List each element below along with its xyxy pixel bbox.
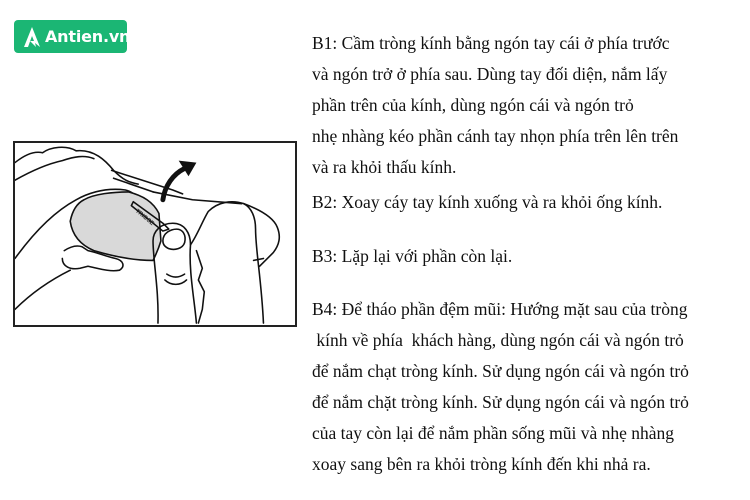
step-b1: [312, 28, 678, 183]
step-b4-line-2: kính về phía khách hàng, dùng ngón cái và ngón trỏ: [312, 330, 684, 350]
step-b2: [312, 187, 662, 218]
step-b3: [312, 241, 512, 272]
step-b1-line-3: phần trên của kính, dùng ngón cái và ngón trỏ: [312, 95, 634, 115]
step-b1-line-2: và ngón trở ở phía sau. Dùng tay đối diện, nắm lấy: [312, 64, 668, 84]
step-b4-line-3: để nắm chạt tròng kính. Sử dụng ngón cái và ngón trỏ: [312, 361, 689, 381]
step-b4-line-5: của tay còn lại để nắm phần sống mũi và nhẹ nhàng: [312, 423, 675, 443]
svg-text:TRIOSE: TRIOSE: [133, 208, 155, 228]
antien-logo[interactable]: [14, 20, 131, 53]
glasses-removal-illustration: [13, 141, 297, 327]
step-b1-line-1: B1: Cầm tròng kính bằng ngón tay cái ở phía trước: [312, 33, 670, 53]
step-b1-line-5: và ra khỏi thấu kính.: [312, 157, 457, 177]
step-b1-line-4: nhẹ nhàng kéo phần cánh tay nhọn phía trên lên trên: [312, 126, 679, 146]
step-b4-line-6: xoay sang bên ra khỏi tròng kính đến khi nhả ra.: [312, 454, 651, 474]
curved-arrow-up-right-icon: [163, 161, 197, 200]
lightning-a-icon: [23, 26, 41, 48]
step-b3-line-1: B3: Lặp lại với phần còn lại.: [312, 246, 513, 266]
step-b4: [312, 294, 689, 480]
step-b4-line-1: B4: Để tháo phần đệm mũi: Hướng mặt sau của tròng: [312, 299, 688, 319]
step-b2-line-1: B2: Xoay cáy tay kính xuống và ra khỏi ống kính.: [312, 192, 663, 212]
logo-text: Antien.vn: [45, 27, 131, 46]
step-b4-line-4: để nắm chặt tròng kính. Sử dụng ngón cái và ngón trỏ: [312, 392, 689, 412]
